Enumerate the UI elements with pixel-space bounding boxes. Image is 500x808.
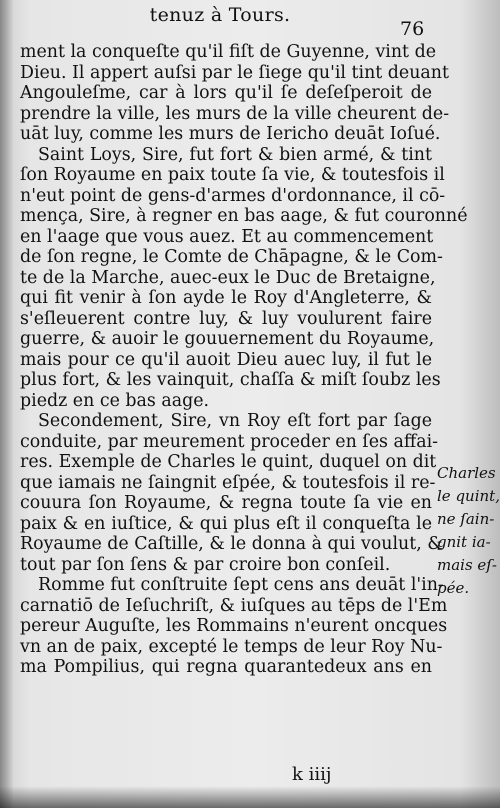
- text-line: pereur Auguſte, les Rommains n'eurent oncques: [20, 616, 448, 636]
- text-line: piedz en ce bas aage.: [20, 390, 210, 411]
- text-line: ma Pompilius, qui regna quarantedeux ans en: [20, 657, 432, 677]
- text-line: couura ſon Royaume, & regna toute ſa vie en: [20, 493, 432, 513]
- running-head: tenuz à Tours.: [149, 4, 291, 26]
- text-line: tout par ſon ſens & par croire bon conſeil.: [20, 554, 391, 575]
- marginal-note-line: pée.: [437, 579, 470, 597]
- text-line: de ſon regne, le Comte de Chāpagne, & le Com-: [20, 247, 443, 267]
- gutter-shadow: [0, 0, 14, 808]
- text-line: ſon Royaume en paix toute ſa vie, & toutesfois il: [20, 165, 445, 185]
- text-line: guerre, & auoir le gouuernement du Royaume,: [20, 329, 435, 349]
- text-line: uāt luy, comme les murs de Iericho deuāt Ioſué.: [20, 124, 441, 144]
- text-line: en l'aage que vous auez. Et au commencement: [20, 226, 434, 247]
- text-line: carnatiō de Ieſuchriſt, & iuſques au tēps de l'Em: [20, 595, 448, 616]
- text-line: Romme fut conſtruite ſept cens ans deuāt l'in-: [38, 575, 444, 595]
- bottom-shadow: [0, 786, 500, 808]
- marginal-note-line: mais eſ-: [437, 556, 497, 574]
- text-line: paix & en iuſtice, & qui plus eſt il conqueſta le: [20, 513, 432, 534]
- text-line: Angouleſme, car à lors qu'il ſe deſeſperoit de: [20, 83, 432, 103]
- text-line: Saint Loys, Sire, fut fort & bien armé, & tint: [38, 144, 432, 165]
- text-line: te de la Marche, auec-eux le Duc de Bretaigne,: [20, 267, 436, 288]
- marginal-note-line: ne ſain-: [437, 510, 495, 528]
- text-line: Royaume de Caſtille, & le donna à qui voulut, &: [20, 534, 443, 554]
- marginal-note: [437, 462, 499, 600]
- text-line: qui fit venir à ſon ayde le Roy d'Angleterre, &: [20, 288, 432, 308]
- marginal-note-line: gnit ia-: [437, 533, 491, 551]
- text-line: Secondement, Sire, vn Roy eſt fort par ſage: [38, 411, 432, 431]
- text-line: prendre la ville, les murs de la ville cheurent de-: [20, 103, 450, 124]
- text-line: n'eut point de gens-d'armes d'ordonnance, il cō-: [20, 185, 446, 206]
- text-line: mença, Sire, à regner en bas aage, & fut couronné: [20, 206, 468, 226]
- text-line: res. Exemple de Charles le quint, duquel on dit: [20, 452, 437, 472]
- text-line: vn an de paix, excepté le temps de leur Roy Nu-: [20, 636, 443, 657]
- text-line: que iamais ne ſaingnit eſpée, & toutesfois il re-: [20, 472, 436, 493]
- marginal-note-line: le quint,: [437, 487, 500, 505]
- text-line: plus fort, & les vainquit, chaſſa & miſt ſoubz les: [20, 370, 441, 390]
- text-line: s'eſleuerent contre luy, & luy voulurent faire: [20, 308, 432, 329]
- text-line: mais pour ce qu'il auoit Dieu auec luy, il fut le: [20, 349, 432, 370]
- text-line: ment la conqueſte qu'il fiſt de Guyenne, vint de: [20, 42, 436, 62]
- text-line: Dieu. Il appert auſsi par le ſiege qu'il tint deuant: [20, 62, 449, 83]
- signature-mark: k iiij: [292, 764, 332, 785]
- text-line: conduite, par meurement proceder en ſes affai-: [20, 431, 439, 452]
- page-number: 76: [400, 18, 425, 40]
- marginal-note-line: Charles: [437, 464, 496, 482]
